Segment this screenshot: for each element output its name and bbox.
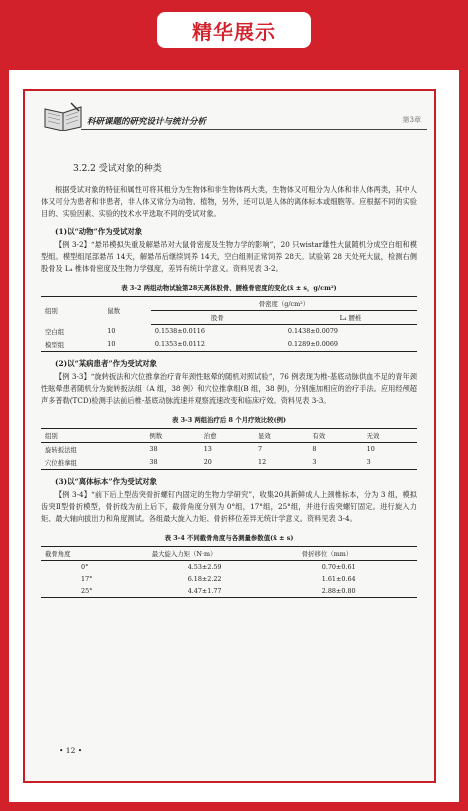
table-cell: 13 [203, 445, 212, 453]
page-number: • 12 • [59, 746, 83, 755]
table-cell: 3 [366, 458, 371, 466]
example-3-2: 【例 3-2】“悬吊模拟失重及解悬吊对大鼠骨密度及生物力学的影响”，20 只wistar雄性大鼠随机分成空白组和模型组。模型组尾部悬吊 14天，解悬吊后继续饲养 14天，空白组则正常饲养 28天。试验第 28 天处死大鼠，检测右侧股骨及 L₄ 椎体骨密度及生物力学强度，差异有统计学意义。资料见表 3-2。 [41, 240, 417, 273]
table-cell: 10 [107, 327, 116, 335]
table-header: 鼠数 [107, 307, 121, 316]
table-row [41, 573, 417, 585]
table-header: 截骨角度 [41, 546, 148, 560]
table-header: 最大旋入力矩（N·m） [148, 546, 298, 560]
table-row [41, 442, 417, 456]
table-header: 组别 [45, 307, 58, 316]
table-header: 无效 [363, 428, 417, 442]
table-cell: 0° [81, 562, 89, 571]
table-row [41, 325, 417, 338]
part2-heading: (2)以“某病患者”作为受试对象 [55, 358, 157, 368]
table-header: 例数 [145, 428, 199, 442]
table-cell: 0.1438±0.0079 [287, 327, 338, 336]
running-header-title: 科研课题的研究设计与统计分析 [87, 117, 207, 127]
example-3-3: 【例 3-3】“旋转扳法和穴位推拿治疗青年颈性眩晕的随机对照试验”，76 例表现为椎-基底动脉供血不足的青年颈性眩晕患者随机分为旋转扳法组（A 组，38 例）和穴位推拿组(B 组，38 例)，分别施加相应的治疗手法。应用经颅超声多普勒(TCD)检测手法前后椎-基底动脉流速并观察流速改变和临床疗效。资料见表 3-3。 [41, 371, 417, 405]
table-cell: 38 [149, 445, 158, 453]
intro-paragraph: 根据受试对象的特征和属性可将其粗分为生物体和非生物体两大类，生物体又可粗分为人体和非人体两类，其中人体又可分为患者和非患者，非人体又常分为动物、植物，另外，还可以是人体的离体标本或细胞等。应根据不同的实验目的、实验因素、实验的技术水平选取不同的受试对象。 [41, 185, 417, 218]
table-cell: 12 [258, 458, 267, 466]
banner-title-pill [157, 12, 311, 48]
banner-title: 精华展示 [192, 19, 276, 44]
table-cell: 10 [366, 445, 375, 453]
table-cell: 7 [258, 445, 263, 453]
table-cell: 穴位推拿组 [45, 458, 77, 467]
table-header: 股骨 [151, 311, 284, 325]
table-row [41, 560, 417, 573]
table-header: 显效 [254, 428, 308, 442]
table-cell: 10 [107, 340, 116, 348]
table-row [41, 338, 417, 352]
table-row [41, 456, 417, 470]
table-cell: 3 [312, 458, 317, 466]
table-cell: 20 [203, 458, 212, 466]
table-cell: 8 [312, 445, 317, 453]
open-book-icon [43, 101, 83, 131]
page-body [41, 161, 417, 598]
table-cell: 25° [81, 586, 93, 595]
table-cell: 4.47±1.77 [187, 586, 222, 595]
table-row [41, 585, 417, 598]
table-cell: 6.18±2.22 [187, 574, 222, 583]
table-3-2 [41, 296, 417, 352]
table-cell: 1.61±0.64 [321, 574, 356, 583]
table-cell: 0.1353±0.0112 [154, 340, 205, 348]
part1-heading: (1)以“动物”作为受试对象 [55, 227, 143, 236]
example-3-4: 【例 3-4】“前下后上型齿突骨折螺钉内固定的生物力学研究”，收集20具新鲜成人上颈椎标本，分为 3 组，模拟齿突Ⅱ型骨折模型，骨折线为前上后下，截骨角度分别为 0°组，17°组，25°组，并进行齿突螺钉固定。进行旋入力矩、最大轴向拔出力和角度测试。各组最大旋入力矩、骨折移位差异无统计学意义。资料见表 3-4。 [41, 489, 417, 523]
running-header-chapter: 第3章 [402, 116, 421, 124]
table-cell: 模型组 [45, 340, 65, 349]
table-3-2-caption: 表 3-2 两组动物试验第28天离体股骨、腰椎骨密度的变化(x̄ ± s，g/cm²) [121, 284, 337, 292]
table-header: 组别 [41, 428, 145, 442]
table-header: 骨折移位（mm） [298, 546, 417, 560]
table-3-4 [41, 546, 417, 598]
table-header: 骨密度（g/cm²） [151, 297, 417, 311]
table-cell: 0.70±0.61 [321, 562, 356, 571]
table-3-3 [41, 428, 417, 470]
table-cell: 38 [149, 458, 158, 466]
table-header: L₄ 腰椎 [284, 311, 417, 325]
table-cell: 旋转扳法组 [45, 445, 77, 454]
page-header [31, 99, 427, 143]
part3-heading: (3)以“离体标本”作为受试对象 [55, 476, 157, 486]
book-page [23, 89, 436, 783]
header-rule [81, 129, 427, 130]
table-3-4-caption: 表 3-4 不同截骨角度与各测量参数值(x̄ ± s) [164, 533, 294, 542]
table-cell: 0.1538±0.0116 [154, 327, 205, 336]
table-3-3-caption: 表 3-3 两组治疗后 8 个月疗效比较(例) [171, 415, 287, 424]
table-cell: 4.53±2.59 [187, 562, 222, 571]
table-header: 有效 [308, 428, 362, 442]
table-cell: 0.1289±0.0069 [287, 340, 338, 348]
table-cell: 空白组 [45, 327, 65, 336]
table-cell: 2.88±0.80 [321, 586, 356, 595]
table-header: 治愈 [200, 428, 254, 442]
table-cell: 17° [81, 574, 93, 583]
section-title: 3.2.2 受试对象的种类 [73, 164, 162, 174]
